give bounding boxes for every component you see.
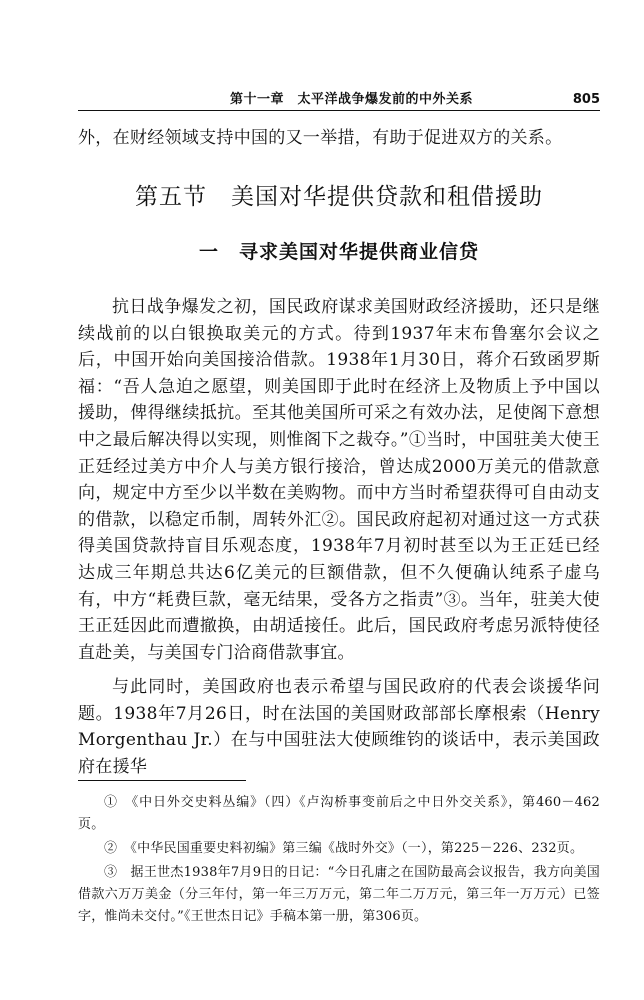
section-title: 第五节 美国对华提供贷款和租借援助 xyxy=(135,184,543,210)
body-paragraph-2: 与此同时，美国政府也表示希望与国民政府的代表会谈援华问题。1938年7月26日，时在法国的美国财政部部长摩根索（Henry Morgenthau Jr.）在与中国驻法大使顾维钧的谈话中，表示美国政府在援华 xyxy=(78,677,600,777)
running-title: 第十一章 太平洋战争爆发前的中外关系 xyxy=(230,92,474,107)
header-rule xyxy=(78,110,600,111)
footnotes xyxy=(78,792,600,928)
continuation-paragraph: 外，在财经领域支持中国的又一举措，有助于促进双方的关系。 xyxy=(78,128,563,148)
footnote-1: ① 《中日外交史料丛编》（四）《卢沟桥事变前后之中日外交关系》，第460－462页。 xyxy=(78,795,600,832)
footnote-2: ② 《中华民国重要史料初编》第三编《战时外交》（一），第225－226、232页。 xyxy=(104,841,584,856)
body-paragraph-1: 抗日战争爆发之初，国民政府谋求美国财政经济援助，还只是继续战前的以白银换取美元的方式。待到1937年末布鲁塞尔会议之后，中国开始向美国接洽借款。1938年1月30日，蒋介石致函罗斯福：“吾人急迫之愿望，则美国即于此时在经济上及物质上予中国以援助，俾得继续抵抗。至其他美国所可采之有效办法，足使阁下意想中之最后解决得以实现，则惟阁下之裁夺。”①当时，中国驻美大使王正廷经过美方中介人与美方银行接洽，曾达成2000万美元的借款意向，规定中方至少以半数在美购物。而中方当时希望获得可自由动支的借款，以稳定币制，周转外汇②。国民政府起初对通过这一方式获得美国贷款持盲目乐观态度，1938年7月初时甚至以为王正廷已经达成三年期总共达6亿美元的巨额借款，但不久便确认纯系子虚乌有，中方“耗费巨款，毫无结果，受各方之指责”③。当年，驻美大使王正廷因此而遭撤换，由胡适接任。此后，国民政府考虑另派特使径直赴美，与美国专门洽商借款事宜。 xyxy=(78,297,600,663)
footnote-3: ③ 据王世杰1938年7月9日的日记：“今日孔庸之在国防最高会议报告，我方向美国借款六万万美金（分三年付，第一年三万万元，第二年二万万元，第三年一万万元）已签字，惟尚未交付。”《王世杰日记》手稿本第一册，第306页。 xyxy=(78,865,600,924)
footnote-rule xyxy=(78,780,246,781)
subsection-title: 一 寻求美国对华提供商业信贷 xyxy=(198,241,479,263)
running-header xyxy=(78,88,600,107)
page-number: 805 xyxy=(572,92,600,107)
